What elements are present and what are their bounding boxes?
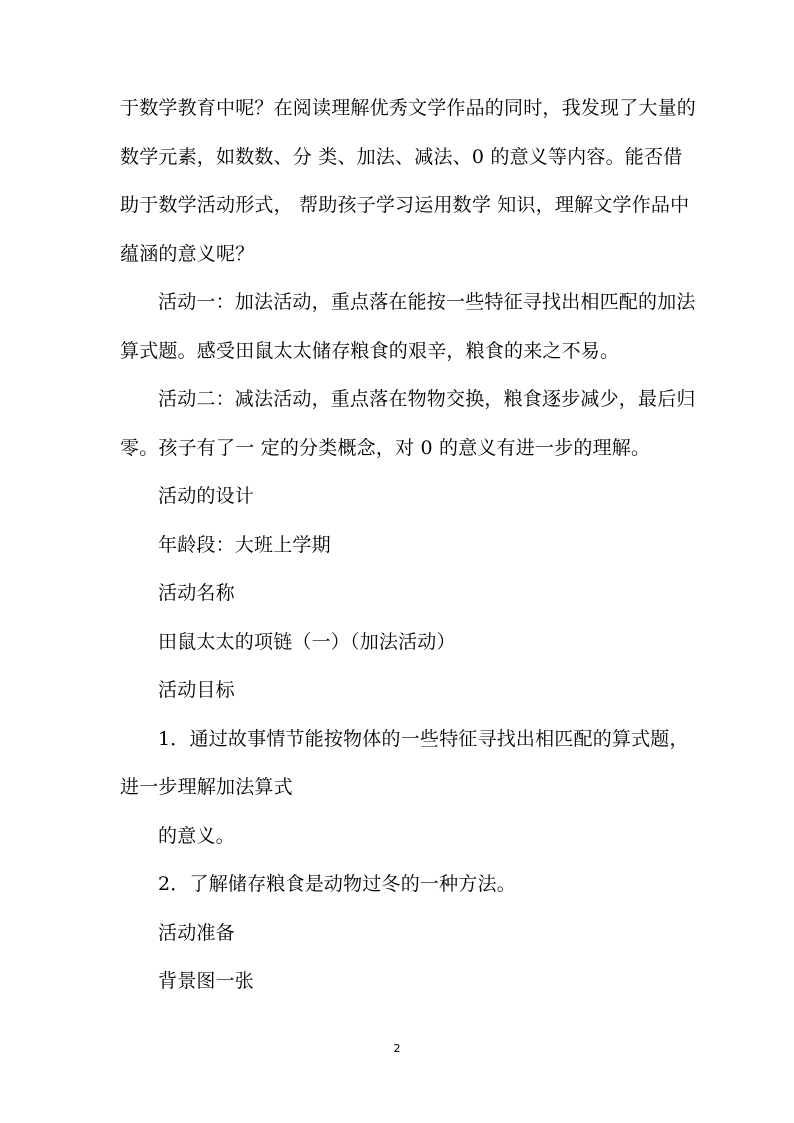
activity-design-heading: 活动的设计	[158, 485, 255, 507]
age-group-line: 年龄段：大班上学期	[158, 534, 331, 556]
activity-goals-heading: 活动目标	[158, 679, 235, 701]
activity-two-paragraph-line-2: 零。孩子有了一 定的分类概念，对 0 的意义有进一步的理解。	[120, 437, 651, 459]
background-image-line: 背景图一张	[158, 970, 255, 992]
activity-title-line: 田鼠太太的项链（一）（加法活动）	[158, 631, 456, 653]
goal-one-line-3: 的意义。	[158, 825, 235, 847]
activity-one-paragraph-line-1: 活动一：加法活动，重点落在能按一些特征寻找出相匹配的加法	[158, 291, 696, 313]
goal-two-line: 2．了解储存粮食是动物过冬的一种方法。	[158, 873, 516, 895]
activity-one-paragraph-line-2: 算式题。感受田鼠太太储存粮食的艰辛，粮食的来之不易。	[120, 340, 620, 362]
activity-name-heading: 活动名称	[158, 582, 235, 604]
activity-two-paragraph-line-1: 活动二：减法活动，重点落在物物交换，粮食逐步减少，最后归	[158, 388, 696, 410]
page-number: 2	[393, 1042, 401, 1055]
text-line-1: 于数学教育中呢？在阅读理解优秀文学作品的同时，我发现了大量的	[120, 97, 697, 119]
goal-one-line-2: 进一步理解加法算式	[120, 776, 293, 798]
goal-one-line-1: 1．通过故事情节能按物体的一些特征寻找出相匹配的算式题，	[158, 728, 689, 750]
activity-preparation-heading: 活动准备	[158, 922, 235, 944]
text-line-3: 助于数学活动形式， 帮助孩子学习运用数学 知识，理解文学作品中	[120, 194, 690, 216]
text-line-2: 数学元素，如数数、分 类、加法、减法、0 的意义等内容。能否借	[120, 146, 683, 168]
text-line-4: 蕴涵的意义呢？	[120, 243, 255, 265]
